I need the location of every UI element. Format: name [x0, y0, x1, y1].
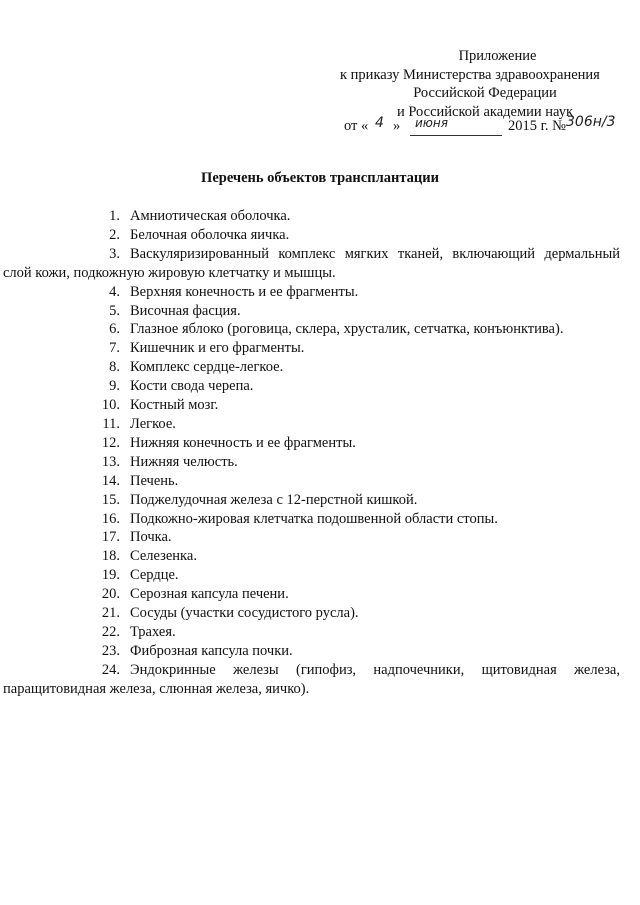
header-line-academy: и Российской академии наук — [396, 103, 574, 120]
order-number-handwritten: 306н/3 — [566, 114, 616, 130]
list-item-text: Фиброзная капсула почки. — [130, 642, 293, 659]
list-item — [88, 320, 620, 339]
list-item-number: 13. — [101, 453, 120, 470]
list-item-number: 1. — [109, 208, 120, 224]
list-item-text: Эндокринные железы (гипофиз, надпочечники, щитовидная железа, — [130, 661, 620, 678]
list-item-number: 19. — [101, 567, 120, 584]
list-item — [88, 528, 620, 547]
list-item-text: Поджелудочная железа с 12-перстной кишкой. — [130, 491, 418, 508]
order-month-underline — [410, 135, 502, 136]
list-item — [88, 491, 620, 510]
list-item-text: Белочная оболочка яичка. — [130, 226, 290, 243]
order-prefix: от « — [344, 118, 369, 134]
list-item-number: 17. — [101, 529, 120, 546]
list-item — [88, 510, 620, 529]
list-item-text: Серозная капсула печени. — [130, 586, 289, 603]
appendix-header — [320, 47, 620, 121]
list-item-number: 24. — [101, 661, 120, 678]
list-item-text: Амниотическая оболочка. — [130, 208, 291, 224]
list-item-text: Трахея. — [130, 623, 176, 640]
list-item-number: 22. — [101, 623, 120, 640]
order-year-label: 2015 г. № — [508, 118, 567, 134]
list-item-text: Легкое. — [130, 415, 176, 432]
list-item-text: Нижняя челюсть. — [130, 453, 238, 470]
list-item-number: 21. — [101, 605, 120, 622]
list-item-number: 6. — [109, 321, 120, 338]
header-line-federation: Российской Федерации — [413, 85, 557, 101]
list-item — [88, 434, 620, 453]
list-item — [3, 661, 620, 699]
list-item-number: 8. — [109, 359, 120, 376]
list-item-text: Сосуды (участки сосудистого русла). — [130, 605, 359, 622]
list-item-number: 3. — [109, 245, 120, 262]
header-line-order: к приказу Министерства здравоохранения — [340, 66, 600, 83]
list-item — [88, 566, 620, 585]
list-item-text: Костный мозг. — [130, 397, 219, 414]
list-item — [88, 207, 620, 226]
list-item-number: 12. — [101, 434, 120, 451]
list-item — [88, 226, 620, 245]
list-item — [88, 302, 620, 321]
list-item-text: Нижняя конечность и ее фрагменты. — [130, 434, 356, 451]
list-item — [88, 339, 620, 358]
list-item-number: 5. — [109, 302, 120, 319]
list-item-number: 2. — [109, 226, 120, 243]
list-item-text: Глазное яблоко (роговица, склера, хрусталик, сетчатка, конъюнктива). — [130, 321, 564, 338]
list-item-number: 16. — [101, 510, 120, 527]
list-item — [88, 377, 620, 396]
list-item-text: Почка. — [130, 529, 172, 546]
list-item-text-continuation: паращитовидная железа, слюнная железа, яичко). — [3, 680, 310, 697]
list-item — [88, 453, 620, 472]
list-item-number: 18. — [101, 548, 120, 565]
order-day-close: » — [393, 118, 401, 134]
list-item-text: Височная фасция. — [130, 302, 241, 319]
list-item-text: Кости свода черепа. — [130, 378, 254, 395]
list-item — [88, 604, 620, 623]
page-title: Перечень объектов трансплантации — [201, 170, 439, 186]
list-item-text: Сердце. — [130, 567, 179, 584]
list-item-number: 15. — [101, 491, 120, 508]
list-item-number: 14. — [101, 472, 120, 489]
order-date-number — [330, 114, 630, 142]
transplant-objects-list — [3, 207, 620, 699]
list-item — [88, 283, 620, 302]
order-day-handwritten: 4 — [375, 115, 384, 131]
order-month-handwritten: июня — [415, 116, 448, 130]
header-line-appendix: Приложение — [458, 48, 537, 64]
list-item-number: 11. — [102, 415, 120, 432]
list-item-text: Печень. — [130, 472, 179, 489]
list-item — [88, 547, 620, 566]
list-item — [88, 642, 620, 661]
list-item-number: 9. — [109, 378, 120, 395]
list-item — [88, 396, 620, 415]
list-item-text: Верхняя конечность и ее фрагменты. — [130, 283, 359, 300]
list-item-number: 4. — [109, 283, 120, 300]
list-item — [3, 245, 620, 283]
list-item-text: Васкуляризированный комплекс мягких тканей, включающий дермальный — [130, 245, 620, 262]
list-item-number: 23. — [101, 642, 120, 659]
list-item-text: Подкожно-жировая клетчатка подошвенной области стопы. — [130, 510, 498, 527]
list-item-number: 7. — [109, 340, 120, 357]
list-item — [88, 585, 620, 604]
list-item-number: 10. — [101, 397, 120, 414]
list-item — [88, 472, 620, 491]
list-item-text: Селезенка. — [130, 548, 197, 565]
list-item — [88, 358, 620, 377]
list-item-text: Кишечник и его фрагменты. — [130, 340, 305, 357]
list-item-text-continuation: слой кожи, подкожную жировую клетчатку и мышцы. — [3, 264, 336, 281]
list-item — [88, 623, 620, 642]
list-item — [88, 415, 620, 434]
list-item-text: Комплекс сердце-легкое. — [130, 359, 284, 376]
list-item-number: 20. — [101, 586, 120, 603]
